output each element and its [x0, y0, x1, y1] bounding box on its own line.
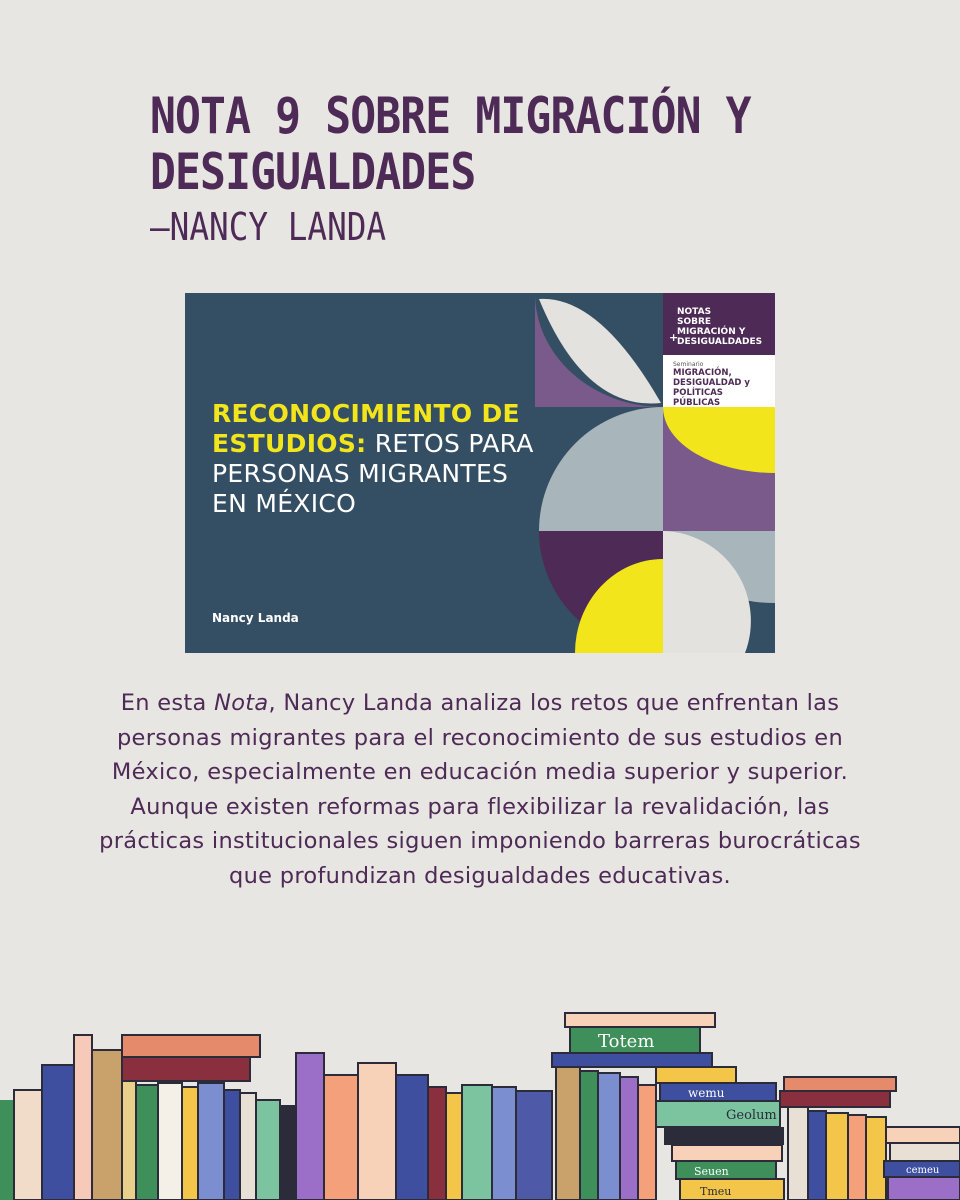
desc-part-1: En esta	[120, 690, 215, 716]
seminar-line-2: DESIGUALDAD y	[673, 378, 750, 388]
note-cover-image	[185, 293, 775, 653]
spine-label-wemu: wemu	[688, 1086, 725, 1100]
seminar-line-1: MIGRACIÓN,	[673, 368, 732, 378]
spine-label-seuen: Seuen	[694, 1165, 729, 1178]
badge-line-2: SOBRE	[677, 317, 712, 327]
title-line-2: DESIGUALDADES	[150, 143, 476, 201]
spine-label-geolum: Geolum	[726, 1108, 777, 1123]
left-book-stack	[0, 1035, 552, 1200]
books-illustration	[0, 1005, 960, 1200]
plus-icon: +	[669, 331, 679, 344]
spine-label-tmeu: Tmeu	[700, 1185, 732, 1198]
spine-label-cemeu: cemeu	[906, 1165, 940, 1176]
badge-line-1: NOTAS	[677, 307, 712, 317]
cover-title-highlight-2: ESTUDIOS:	[212, 429, 367, 458]
cover-author: Nancy Landa	[212, 611, 299, 625]
right-book-stack	[552, 1013, 960, 1200]
badge-line-4: DESIGUALDADES	[677, 337, 763, 347]
title-block	[150, 88, 850, 250]
cover-title-rest-3: EN MÉXICO	[212, 489, 357, 518]
badge-line-3: MIGRACIÓN Y	[677, 327, 746, 337]
desc-italic: Nota	[214, 690, 269, 716]
cover-title-rest-2: PERSONAS MIGRANTES	[212, 459, 509, 488]
spine-label-totem: Totem	[598, 1031, 655, 1052]
seminar-logo	[663, 355, 775, 407]
cover-title	[212, 399, 542, 519]
title-line-1: NOTA 9 SOBRE MIGRACIÓN Y	[150, 87, 751, 145]
cover-title-highlight-1: RECONOCIMIENTO DE	[212, 399, 520, 428]
title-author: —NANCY LANDA	[150, 205, 387, 249]
cover-title-rest-1: RETOS PARA	[366, 429, 534, 458]
seminar-line-3: POLÍTICAS PÚBLICAS	[673, 388, 723, 408]
note-description	[80, 686, 880, 893]
desc-part-2: , Nancy Landa analiza los retos que enfrentan las personas migrantes para el reconocimiento de sus estudios en México, especialmente en educación media superior y superior. Aunque existen reformas para flexibilizar la revalidación, las prácticas institucionales siguen imponiendo barreras burocráticas que profundizan desigualdades educativas.	[99, 690, 861, 889]
seminar-label: Seminario	[673, 361, 704, 368]
notes-series-badge	[663, 293, 775, 355]
